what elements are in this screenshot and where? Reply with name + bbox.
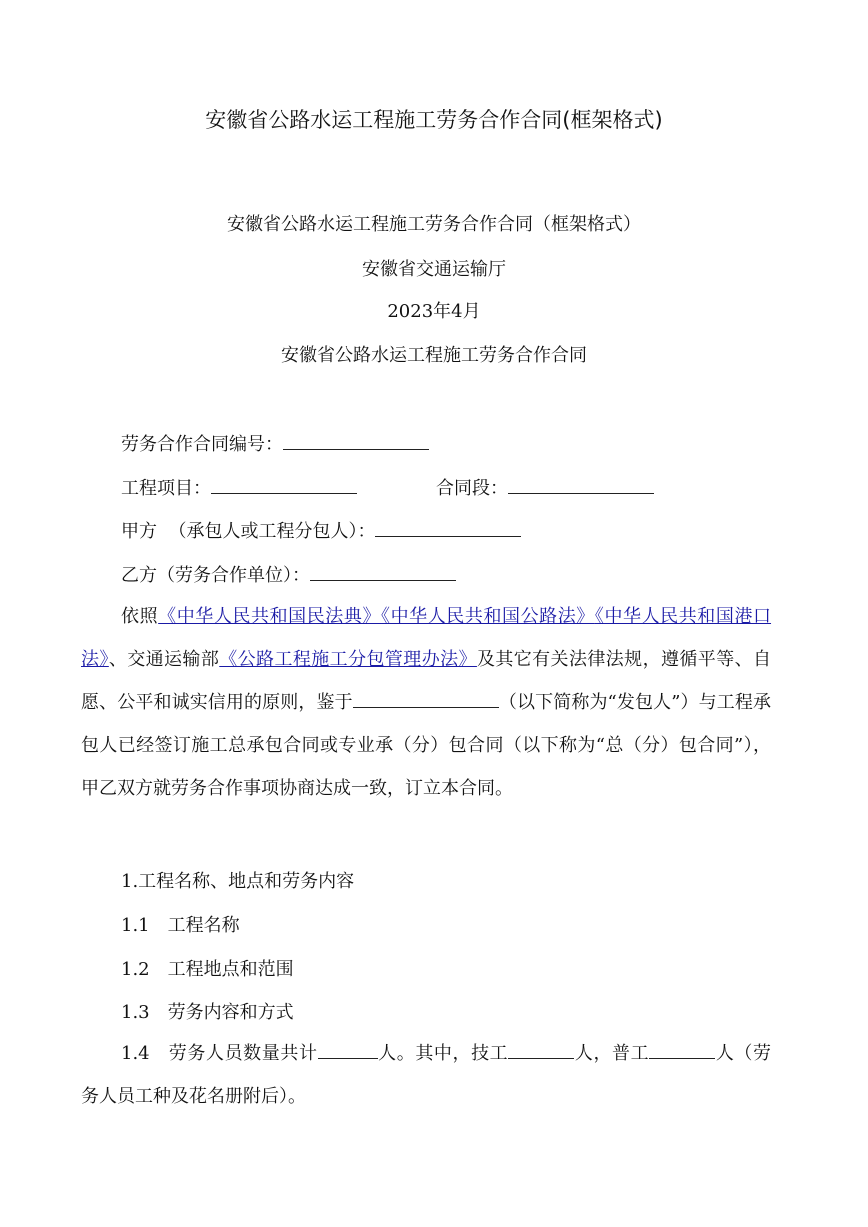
party-a-blank[interactable] xyxy=(375,520,521,537)
section-1-4-text-d: 人（劳务人员工种及花名册附后）。 xyxy=(81,1043,772,1107)
section-1-4 xyxy=(81,1032,771,1118)
preamble-paragraph xyxy=(81,595,771,810)
party-b-label: 乙方（劳务合作单位）： xyxy=(121,565,310,586)
section-1-4-text-c: 人，普工 xyxy=(574,1043,650,1064)
contract-number-blank[interactable] xyxy=(283,433,429,450)
issuer: 安徽省交通运输厅 xyxy=(362,259,506,280)
section-1-4-text-a: 1.4 劳务人员数量共计 xyxy=(121,1043,318,1064)
section-blank[interactable] xyxy=(508,477,654,494)
section-row xyxy=(436,474,654,500)
section-1-4-text-b: 人。其中，技工 xyxy=(377,1043,509,1064)
document-title: 安徽省公路水运工程施工劳务合作合同(框架格式) xyxy=(205,108,663,132)
party-a-label: 甲方 （承包人或工程分包人）： xyxy=(121,521,376,542)
preamble-text-2: 、交通运输部 xyxy=(108,649,220,670)
contract-number-row xyxy=(121,430,429,456)
law-link-highway-law[interactable]: 《中华人民共和国公路法》 xyxy=(381,606,595,627)
law-link-civil-code[interactable]: 《中华人民共和国民法典》 xyxy=(158,606,382,627)
preamble-text-3: 及其它有关法律法规，遵循平等、自愿、公平和诚实信用的原则，鉴于 xyxy=(81,649,772,713)
section-1-2: 1.2 工程地点和范围 xyxy=(121,959,294,980)
general-workers-blank[interactable] xyxy=(649,1042,715,1059)
party-b-blank[interactable] xyxy=(310,564,456,581)
project-blank[interactable] xyxy=(211,477,357,494)
project-row xyxy=(121,474,357,500)
section-1-3: 1.3 劳务内容和方式 xyxy=(121,1002,294,1023)
total-workers-blank[interactable] xyxy=(318,1042,378,1059)
contract-title: 安徽省公路水运工程施工劳务合作合同 xyxy=(281,345,587,366)
law-link-subcontract-measures[interactable]: 《公路工程施工分包管理办法》 xyxy=(219,649,477,670)
section-label: 合同段： xyxy=(436,478,508,499)
section-1-heading: 1.工程名称、地点和劳务内容 xyxy=(121,871,355,892)
party-b-row xyxy=(121,561,456,587)
preamble-text-1: 依照 xyxy=(121,606,159,627)
party-a-row xyxy=(121,517,521,543)
employer-blank[interactable] xyxy=(353,691,499,708)
project-label: 工程项目： xyxy=(121,478,211,499)
skilled-workers-blank[interactable] xyxy=(508,1042,574,1059)
issue-date: 2023年4月 xyxy=(387,301,481,322)
cover-title: 安徽省公路水运工程施工劳务合作合同（框架格式） xyxy=(227,214,641,235)
section-1-1: 1.1 工程名称 xyxy=(121,915,240,936)
law-link-port-law[interactable]: 《中华人民共和国港口法》 xyxy=(81,606,772,670)
preamble-text-4: （以下简称为“发包人”）与工程承包人已经签订施工总承包合同或专业承（分）包合同（以下称为“总（分）包合同”），甲乙双方就劳务合作事项协商达成一致，订立本合同。 xyxy=(81,692,772,799)
contract-number-label: 劳务合作合同编号： xyxy=(121,434,283,455)
